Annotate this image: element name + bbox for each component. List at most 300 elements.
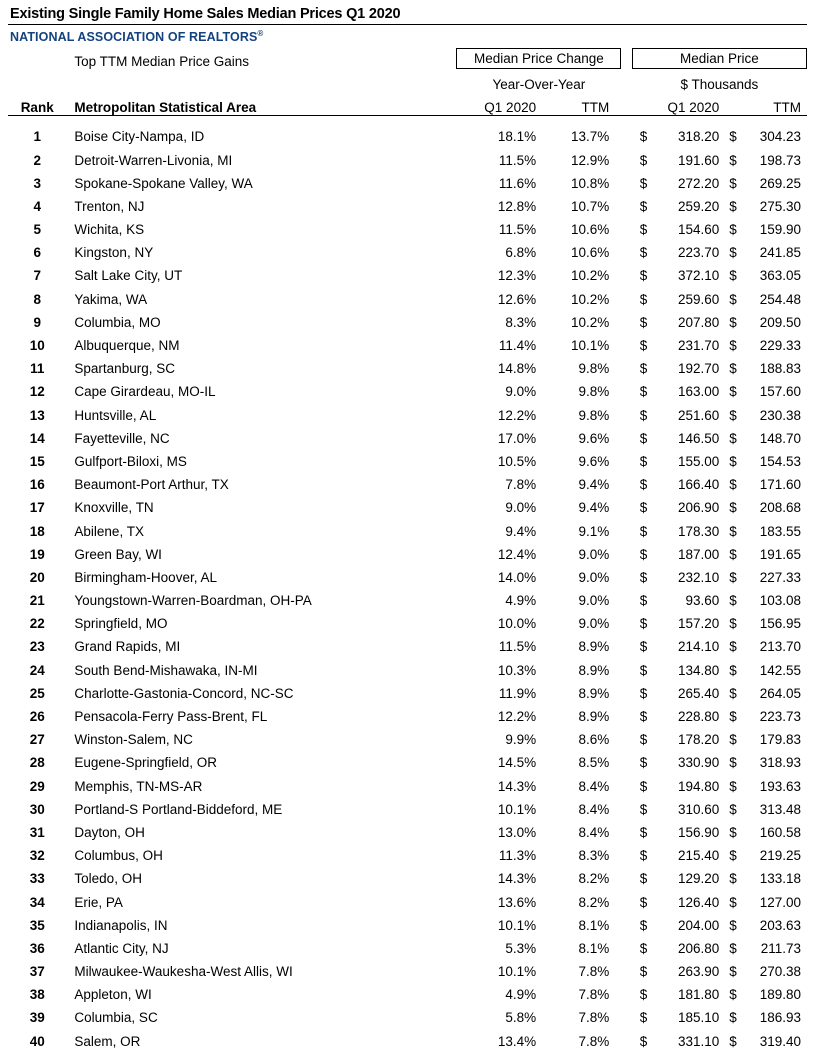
- cell-q1-change: 11.6%: [498, 175, 537, 191]
- cell-q1-change: 11.3%: [498, 848, 537, 864]
- cell-rank: 35: [29, 917, 45, 933]
- cell-rank: 17: [29, 500, 45, 516]
- cell-q1-price: 223.70: [678, 245, 720, 261]
- cell-q1-change: 11.5%: [498, 152, 537, 168]
- cell-ttm-price: 230.38: [759, 407, 801, 423]
- cell-ttm-dollar-sign: $: [729, 129, 737, 145]
- cell-ttm-price: 211.73: [760, 940, 801, 956]
- cell-q1-change: 14.5%: [497, 755, 537, 771]
- cell-ttm-price: 318.93: [759, 755, 801, 771]
- table-row: [8, 956, 807, 979]
- cell-ttm-price: 142.55: [759, 662, 801, 678]
- cell-rank: 15: [29, 453, 45, 469]
- cell-ttm-change: 7.8%: [578, 964, 610, 980]
- cell-q1-price: 163.00: [678, 384, 720, 400]
- cell-gap: [621, 214, 631, 237]
- column-header-row: [8, 92, 807, 116]
- cell-gap: [621, 933, 631, 956]
- cell-gap: [621, 353, 631, 376]
- cell-ttm-change: 10.6%: [571, 245, 610, 261]
- table-row: [8, 794, 807, 817]
- cell-rank: 9: [33, 314, 41, 330]
- cell-q1-price: 181.80: [678, 987, 720, 1003]
- cell-gap: [621, 910, 631, 933]
- cell-msa: Salem, OR: [74, 1033, 141, 1049]
- table-row: [8, 144, 807, 167]
- cell-q1-price: 263.90: [678, 964, 720, 980]
- cell-rank: 24: [29, 662, 45, 678]
- cell-ttm-change: 8.9%: [578, 662, 610, 678]
- cell-gap: [621, 260, 631, 283]
- cell-rank: 4: [33, 198, 41, 214]
- table-row: [8, 863, 807, 886]
- cell-gap: [621, 724, 631, 747]
- cell-rank: 36: [29, 940, 45, 956]
- table-row: [8, 168, 807, 191]
- cell-ttm-dollar-sign: $: [729, 1033, 737, 1049]
- cell-q1-price: 214.10: [678, 639, 720, 655]
- table-row: [8, 376, 807, 399]
- table-row: [8, 817, 807, 840]
- cell-ttm-price: 304.23: [759, 129, 801, 145]
- cell-ttm-price: 193.63: [759, 778, 801, 794]
- cell-ttm-dollar-sign: $: [729, 1010, 737, 1026]
- cell-ttm-dollar-sign: $: [729, 453, 737, 469]
- cell-q1-dollar-sign: $: [639, 685, 648, 701]
- cell-ttm-price: 127.00: [759, 894, 801, 910]
- empty-cell-3: [66, 69, 456, 92]
- cell-ttm-price: 209.50: [759, 314, 801, 330]
- cell-ttm-dollar-sign: $: [729, 709, 737, 725]
- cell-rank: 39: [29, 1010, 45, 1026]
- table-row: [8, 353, 807, 376]
- cell-q1-dollar-sign: $: [639, 407, 648, 423]
- cell-rank: 1: [33, 129, 41, 145]
- cell-ttm-price: 269.25: [759, 175, 801, 191]
- cell-q1-change: 18.1%: [497, 129, 537, 145]
- cell-q1-price: 207.80: [678, 314, 720, 330]
- cell-q1-dollar-sign: $: [639, 639, 648, 655]
- cell-q1-dollar-sign: $: [639, 1010, 648, 1026]
- cell-rank: 3: [33, 175, 41, 191]
- cell-q1-change: 14.0%: [497, 569, 537, 585]
- cell-q1-change: 12.4%: [497, 546, 537, 562]
- table-row: [8, 631, 807, 654]
- cell-q1-dollar-sign: $: [639, 871, 648, 887]
- cell-q1-price: 265.40: [678, 685, 720, 701]
- cell-q1-dollar-sign: $: [639, 964, 648, 980]
- cell-rank: 19: [29, 546, 45, 562]
- gap-cell-1: [621, 46, 631, 69]
- cell-gap: [621, 608, 631, 631]
- cell-rank: 6: [33, 245, 41, 261]
- cell-q1-dollar-sign: $: [639, 129, 648, 145]
- cell-ttm-price: 133.18: [759, 871, 801, 887]
- cell-q1-price: 251.60: [678, 407, 720, 423]
- cell-q1-dollar-sign: $: [639, 361, 648, 377]
- cell-msa: Columbia, SC: [74, 1010, 158, 1026]
- cell-ttm-price: 179.83: [759, 732, 801, 748]
- cell-ttm-change: 9.0%: [578, 593, 610, 609]
- cell-ttm-change: 10.1%: [571, 338, 610, 354]
- cell-q1-change: 7.8%: [505, 477, 537, 493]
- cell-ttm-change: 9.8%: [578, 407, 610, 423]
- cell-ttm-price: 188.83: [759, 361, 801, 377]
- group-header-change: Median Price Change: [456, 48, 621, 69]
- cell-q1-change: 13.0%: [497, 824, 537, 840]
- cell-rank: 5: [33, 222, 41, 238]
- cell-q1-price: 194.80: [678, 778, 720, 794]
- cell-q1-change: 11.5%: [498, 639, 537, 655]
- cell-ttm-dollar-sign: $: [729, 245, 737, 261]
- cell-ttm-change: 10.2%: [571, 291, 610, 307]
- cell-ttm-dollar-sign: $: [729, 569, 737, 585]
- cell-q1-dollar-sign: $: [639, 222, 648, 238]
- cell-q1-dollar-sign: $: [639, 500, 648, 516]
- cell-q1-change: 9.0%: [505, 384, 537, 400]
- table-row: [8, 515, 807, 538]
- cell-msa: South Bend-Mishawaka, IN-MI: [74, 662, 258, 678]
- cell-rank: 13: [29, 407, 45, 423]
- cell-q1-change: 12.8%: [497, 198, 537, 214]
- cell-ttm-price: 264.05: [759, 685, 801, 701]
- cell-q1-dollar-sign: $: [639, 569, 648, 585]
- cell-msa: Spokane-Spokane Valley, WA: [74, 175, 253, 191]
- cell-q1-change: 11.4%: [498, 338, 537, 354]
- cell-msa: Columbia, MO: [74, 314, 161, 330]
- cell-q1-dollar-sign: $: [639, 616, 648, 632]
- table-row: [8, 678, 807, 701]
- cell-ttm-dollar-sign: $: [729, 662, 737, 678]
- cell-q1-price: 93.60: [685, 593, 720, 609]
- table-row: [8, 654, 807, 677]
- cell-rank: 34: [29, 894, 45, 910]
- cell-msa: Youngstown-Warren-Boardman, OH-PA: [74, 593, 312, 609]
- cell-q1-change: 14.3%: [497, 778, 537, 794]
- cell-ttm-change: 7.8%: [578, 1033, 610, 1049]
- cell-ttm-price: 159.90: [759, 222, 801, 238]
- cell-ttm-change: 10.7%: [571, 198, 610, 214]
- cell-msa: Portland-S Portland-Biddeford, ME: [74, 801, 283, 817]
- table-row: [8, 608, 807, 631]
- cell-ttm-price: 103.08: [759, 593, 801, 609]
- cell-ttm-price: 157.60: [759, 384, 801, 400]
- cell-gap: [621, 144, 631, 167]
- cell-ttm-change: 9.1%: [578, 523, 610, 539]
- cell-ttm-change: 10.8%: [571, 175, 610, 191]
- empty-cell-2: [8, 69, 66, 92]
- cell-ttm-dollar-sign: $: [729, 987, 737, 1003]
- cell-msa: Columbus, OH: [74, 848, 163, 864]
- empty-cell-1: [8, 46, 66, 69]
- cell-msa: Birmingham-Hoover, AL: [74, 569, 217, 585]
- cell-ttm-change: 7.8%: [578, 987, 610, 1003]
- cell-msa: Toledo, OH: [74, 871, 142, 887]
- table-row: [8, 307, 807, 330]
- cell-gap: [621, 631, 631, 654]
- cell-q1-price: 272.20: [678, 175, 720, 191]
- cell-gap: [621, 492, 631, 515]
- cell-rank: 8: [33, 291, 41, 307]
- cell-ttm-change: 8.2%: [578, 871, 610, 887]
- cell-gap: [621, 168, 631, 191]
- cell-ttm-dollar-sign: $: [729, 964, 737, 980]
- cell-q1-change: 13.4%: [497, 1033, 537, 1049]
- cell-ttm-change: 9.0%: [578, 546, 610, 562]
- cell-ttm-price: 363.05: [759, 268, 801, 284]
- cell-q1-price: 318.20: [678, 129, 720, 145]
- cell-q1-dollar-sign: $: [639, 291, 648, 307]
- cell-q1-dollar-sign: $: [639, 314, 648, 330]
- cell-ttm-price: 156.95: [759, 616, 801, 632]
- cell-msa: Knoxville, TN: [74, 500, 154, 516]
- cell-msa: Dayton, OH: [74, 824, 145, 840]
- organization-name: [8, 29, 807, 44]
- cell-ttm-price: 270.38: [759, 964, 801, 980]
- price-units-label: $ Thousands: [680, 77, 759, 93]
- group-header-row: [8, 46, 807, 69]
- cell-q1-dollar-sign: $: [639, 824, 648, 840]
- cell-rank: 33: [29, 871, 45, 887]
- cell-q1-price: 215.40: [678, 848, 720, 864]
- cell-ttm-dollar-sign: $: [729, 940, 737, 956]
- cell-ttm-change: 9.6%: [578, 430, 610, 446]
- cell-ttm-change: 8.4%: [578, 801, 610, 817]
- cell-q1-change: 10.1%: [497, 964, 537, 980]
- col-header-ttm-change: TTM: [544, 92, 621, 116]
- cell-q1-price: 154.60: [678, 222, 720, 238]
- cell-q1-change: 14.8%: [497, 361, 537, 377]
- page-title: Existing Single Family Home Sales Median Prices Q1 2020: [10, 6, 401, 22]
- cell-msa: Beaumont-Port Arthur, TX: [74, 477, 229, 493]
- cell-msa: Green Bay, WI: [74, 546, 162, 562]
- cell-ttm-price: 198.73: [759, 152, 801, 168]
- cell-q1-price: 146.50: [678, 430, 720, 446]
- cell-ttm-dollar-sign: $: [729, 361, 737, 377]
- cell-msa: Indianapolis, IN: [74, 917, 168, 933]
- cell-ttm-price: 229.33: [759, 338, 801, 354]
- cell-gap: [621, 330, 631, 353]
- table-row: [8, 283, 807, 306]
- cell-rank: 2: [33, 152, 41, 168]
- table-row: [8, 469, 807, 492]
- cell-gap: [621, 423, 631, 446]
- cell-ttm-price: 208.68: [759, 500, 801, 516]
- cell-rank: 31: [29, 824, 45, 840]
- cell-rank: 40: [29, 1033, 45, 1049]
- cell-q1-change: 13.6%: [497, 894, 537, 910]
- cell-ttm-price: 219.25: [759, 848, 801, 864]
- cell-msa: Wichita, KS: [74, 222, 145, 238]
- table-row: [8, 770, 807, 793]
- cell-rank: 14: [29, 430, 45, 446]
- cell-ttm-change: 8.9%: [578, 639, 610, 655]
- cell-ttm-price: 241.85: [759, 245, 801, 261]
- cell-msa: Salt Lake City, UT: [74, 268, 183, 284]
- cell-q1-dollar-sign: $: [639, 477, 648, 493]
- cell-ttm-dollar-sign: $: [729, 430, 737, 446]
- cell-msa: Springfield, MO: [74, 616, 168, 632]
- cell-msa: Eugene-Springfield, OR: [74, 755, 217, 771]
- cell-ttm-price: 223.73: [759, 709, 801, 725]
- cell-rank: 25: [29, 685, 45, 701]
- cell-rank: 20: [29, 569, 45, 585]
- cell-ttm-change: 8.4%: [578, 824, 610, 840]
- cell-q1-price: 259.20: [678, 198, 720, 214]
- cell-rank: 21: [29, 593, 45, 609]
- cell-q1-change: 10.1%: [497, 801, 537, 817]
- cell-ttm-dollar-sign: $: [729, 917, 737, 933]
- cell-q1-dollar-sign: $: [639, 593, 648, 609]
- organization-label: NATIONAL ASSOCIATION OF REALTORS: [10, 30, 258, 45]
- cell-q1-price: 178.20: [678, 732, 720, 748]
- cell-ttm-dollar-sign: $: [729, 778, 737, 794]
- cell-msa: Yakima, WA: [74, 291, 148, 307]
- cell-ttm-change: 9.8%: [578, 384, 610, 400]
- cell-gap: [621, 446, 631, 469]
- cell-msa: Memphis, TN-MS-AR: [74, 778, 203, 794]
- group-header-change-cell: [456, 46, 621, 69]
- cell-ttm-dollar-sign: $: [729, 338, 737, 354]
- cell-ttm-price: 313.48: [759, 801, 801, 817]
- median-prices-table: [8, 46, 807, 1049]
- cell-msa: Cape Girardeau, MO-IL: [74, 384, 216, 400]
- cell-rank: 18: [29, 523, 45, 539]
- cell-gap: [621, 237, 631, 260]
- cell-ttm-price: 186.93: [759, 1010, 801, 1026]
- cell-q1-price: 185.10: [678, 1010, 720, 1026]
- cell-ttm-dollar-sign: $: [729, 639, 737, 655]
- cell-gap: [621, 979, 631, 1002]
- table-row: [8, 191, 807, 214]
- cell-msa: Grand Rapids, MI: [74, 639, 181, 655]
- cell-gap: [621, 678, 631, 701]
- table-row: [8, 886, 807, 909]
- cell-ttm-change: 8.3%: [578, 848, 610, 864]
- cell-ttm-change: 8.6%: [578, 732, 610, 748]
- cell-q1-price: 259.60: [678, 291, 720, 307]
- cell-q1-price: 232.10: [678, 569, 720, 585]
- cell-q1-dollar-sign: $: [639, 1033, 648, 1049]
- cell-q1-dollar-sign: $: [639, 453, 648, 469]
- cell-msa: Pensacola-Ferry Pass-Brent, FL: [74, 709, 268, 725]
- cell-q1-price: 204.00: [678, 917, 720, 933]
- cell-ttm-dollar-sign: $: [729, 616, 737, 632]
- cell-rank: 37: [29, 964, 45, 980]
- cell-ttm-dollar-sign: $: [729, 198, 737, 214]
- table-row: [8, 562, 807, 585]
- cell-ttm-change: 9.0%: [578, 616, 610, 632]
- cell-ttm-dollar-sign: $: [729, 732, 737, 748]
- cell-rank: 12: [29, 384, 45, 400]
- cell-q1-dollar-sign: $: [639, 175, 648, 191]
- table-row: [8, 214, 807, 237]
- col-header-q1-change: Q1 2020: [456, 92, 544, 116]
- cell-ttm-dollar-sign: $: [729, 407, 737, 423]
- cell-ttm-dollar-sign: $: [729, 222, 737, 238]
- cell-q1-change: 10.0%: [497, 616, 537, 632]
- cell-ttm-change: 9.0%: [578, 569, 610, 585]
- cell-gap: [621, 283, 631, 306]
- table-row: [8, 492, 807, 515]
- cell-msa: Abilene, TX: [74, 523, 144, 539]
- cell-gap: [621, 817, 631, 840]
- cell-ttm-change: 10.2%: [571, 314, 610, 330]
- cell-ttm-change: 8.9%: [578, 709, 610, 725]
- cell-q1-price: 331.10: [678, 1033, 720, 1049]
- cell-q1-change: 4.9%: [505, 593, 537, 609]
- table-row: [8, 933, 807, 956]
- cell-ttm-price: 319.40: [759, 1033, 801, 1049]
- cell-gap: [621, 191, 631, 214]
- cell-q1-price: 192.70: [678, 361, 720, 377]
- cell-q1-dollar-sign: $: [639, 801, 648, 817]
- cell-rank: 32: [29, 848, 45, 864]
- cell-q1-price: 372.10: [678, 268, 720, 284]
- registered-mark: ®: [257, 29, 264, 38]
- cell-gap: [621, 863, 631, 886]
- cell-rank: 7: [33, 268, 41, 284]
- cell-rank: 26: [29, 709, 45, 725]
- cell-ttm-price: 227.33: [759, 569, 801, 585]
- table-row: [8, 446, 807, 469]
- table-row: [8, 701, 807, 724]
- table-row: [8, 724, 807, 747]
- cell-msa: Winston-Salem, NC: [74, 732, 193, 748]
- cell-q1-dollar-sign: $: [639, 523, 648, 539]
- table-row: [8, 910, 807, 933]
- cell-msa: Erie, PA: [74, 894, 123, 910]
- cell-q1-change: 12.3%: [497, 268, 537, 284]
- cell-ttm-change: 8.2%: [578, 894, 610, 910]
- cell-ttm-change: 9.4%: [578, 477, 610, 493]
- cell-q1-price: 187.00: [678, 546, 720, 562]
- cell-ttm-dollar-sign: $: [729, 685, 737, 701]
- col-header-ttm-price: TTM: [719, 92, 807, 116]
- cell-ttm-change: 8.1%: [578, 940, 610, 956]
- cell-q1-dollar-sign: $: [639, 940, 648, 956]
- cell-q1-dollar-sign: $: [639, 546, 648, 562]
- cell-gap: [621, 307, 631, 330]
- cell-q1-dollar-sign: $: [639, 848, 648, 864]
- cell-ttm-dollar-sign: $: [729, 824, 737, 840]
- cell-q1-change: 9.0%: [505, 500, 537, 516]
- cell-ttm-price: 275.30: [759, 198, 801, 214]
- cell-q1-change: 12.2%: [497, 407, 537, 423]
- cell-gap: [621, 121, 631, 144]
- col-header-q1-price: Q1 2020: [632, 92, 720, 116]
- cell-ttm-dollar-sign: $: [729, 314, 737, 330]
- cell-ttm-price: 160.58: [759, 824, 801, 840]
- cell-ttm-dollar-sign: $: [729, 477, 737, 493]
- cell-ttm-change: 9.4%: [578, 500, 610, 516]
- cell-gap: [621, 376, 631, 399]
- col-header-msa: Metropolitan Statistical Area: [66, 92, 456, 116]
- cell-gap: [621, 840, 631, 863]
- table-row: [8, 121, 807, 144]
- cell-q1-price: 231.70: [678, 338, 720, 354]
- cell-msa: Atlantic City, NJ: [74, 940, 169, 956]
- cell-q1-change: 5.8%: [505, 1010, 537, 1026]
- cell-gap: [621, 515, 631, 538]
- cell-ttm-dollar-sign: $: [729, 871, 737, 887]
- cell-ttm-dollar-sign: $: [729, 175, 737, 191]
- cell-q1-dollar-sign: $: [639, 430, 648, 446]
- cell-rank: 30: [29, 801, 45, 817]
- cell-q1-dollar-sign: $: [639, 152, 648, 168]
- cell-q1-change: 4.9%: [505, 987, 537, 1003]
- gap-cell-3: [621, 92, 631, 116]
